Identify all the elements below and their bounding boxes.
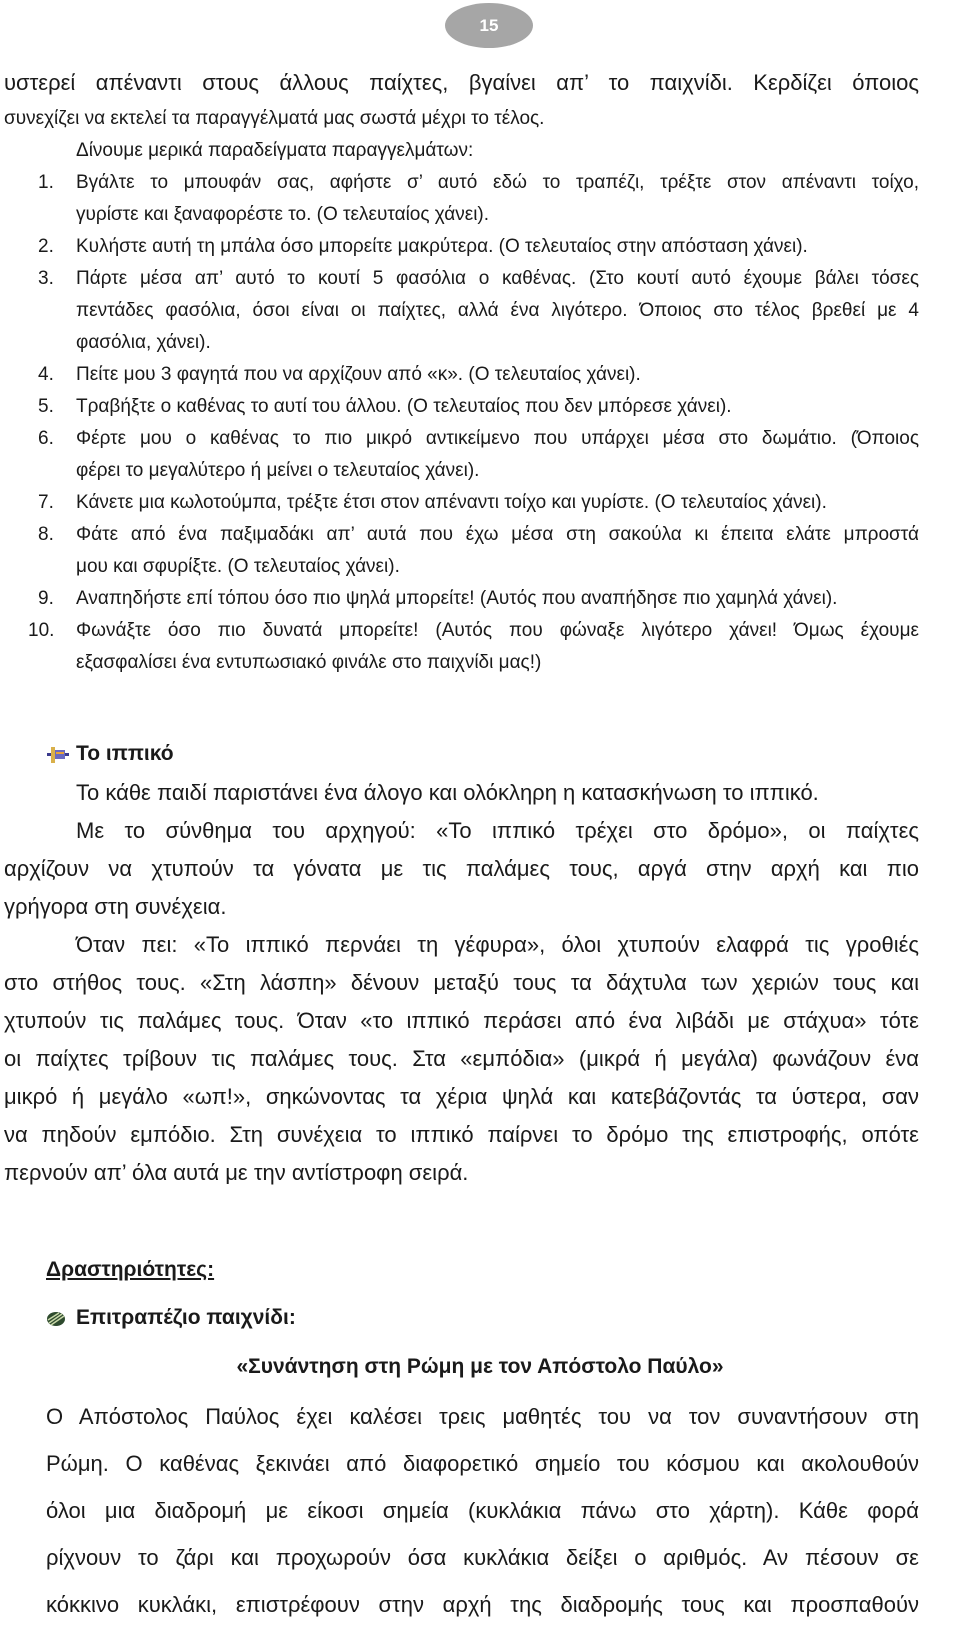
list-item-line: Φάτε από ένα παξιμαδάκι απ’ αυτά που έχω μέσα στη σακούλα κι έπειτα ελάτε μπροστά [76, 524, 919, 545]
list-item-line: Βγάλτε το μπουφάν σας, αφήστε σ’ αυτό εδώ το τραπέζι, τρέξτε στον απέναντι τοίχο, [76, 172, 919, 193]
cavalry-para-3-line: μικρό ή μεγάλο «ωπ!», σηκώνοντας τα χέρια ψηλά και κατεβάζοντάς τα ύστερα, σαν [4, 1084, 919, 1109]
page-number-badge [445, 3, 533, 48]
activities-heading: Δραστηριότητες: [46, 1258, 215, 1281]
game-para-line: κόκκινο κυκλάκι, επιστρέφουν στην αρχή της διαδρομής τους και προσπαθούν [46, 1592, 919, 1617]
list-item-line: Κυλήστε αυτή τη μπάλα όσο μπορείτε μακρύτερα. (Ο τελευταίος στην απόσταση χάνει). [76, 236, 808, 257]
list-item-line: φέρει το μεγαλύτερο ή μείνει ο τελευταίος χάνει). [76, 460, 480, 481]
list-item-line: πεντάδες φασόλια, όσοι είναι οι παίχτες, αλλά ένα λιγότερο. Όποιος στο τέλος βρεθεί με 4 [76, 300, 919, 321]
list-item-line: Πάρτε μέσα απ’ αυτό το κουτί 5 φασόλια ο καθένας. (Στο κουτί αυτό έχουμε βάλει τόσες [76, 268, 919, 289]
list-item-line: φασόλια, χάνει). [76, 332, 211, 353]
cavalry-para-3-line: να πηδούν εμπόδιο. Στη συνέχεια το ιππικό παίρνει το δρόμο της επιστροφής, οπότε [4, 1122, 919, 1147]
list-item-number: 10. [28, 620, 55, 641]
game-para-line: ρίχνουν το ζάρι και προχωρούν όσα κυκλάκια δείξει ο αριθμός. Αν πέσουν σε [46, 1545, 919, 1570]
disc-bullet-icon [46, 1310, 66, 1333]
list-item-number: 1. [38, 172, 54, 193]
list-item-number: 7. [38, 492, 54, 513]
cavalry-para-1: Το κάθε παιδί παριστάνει ένα άλογο και ολόκληρη η κατασκήνωση το ιππικό. [76, 780, 819, 805]
cavalry-para-2-line: Με το σύνθημα του αρχηγού: «Το ιππικό τρέχει στο δρόμο», οι παίχτες [76, 818, 919, 843]
cavalry-para-2-line: γρήγορα στη συνέχεια. [4, 894, 227, 919]
list-item-line: εξασφαλίσει ένα εντυπωσιακό φινάλε στο παιχνίδι μας!) [76, 652, 542, 673]
cavalry-para-3-line: περνούν απ’ όλα αυτά με την αντίστροφη σειρά. [4, 1160, 469, 1185]
pushpin-bullet-icon [46, 745, 70, 770]
list-item-number: 6. [38, 428, 54, 449]
page-number: 15 [479, 15, 499, 35]
list-item-number: 5. [38, 396, 54, 417]
intro-line-1: υστερεί απέναντι στους άλλους παίχτες, βγαίνει απ’ το παιχνίδι. Κερδίζει όποιος [4, 70, 919, 95]
intro-line-3: Δίνουμε μερικά παραδείγματα παραγγελμάτων: [76, 140, 474, 161]
cavalry-para-2-line: αρχίζουν να χτυπούν τα γόνατα με τις παλάμες τους, αργά στην αρχή και πιο [4, 856, 919, 881]
list-item-line: Φωνάξτε όσο πιο δυνατά μπορείτε! (Αυτός που φώναξε λιγότερο χάνει! Όμως έχουμε [76, 620, 919, 641]
list-item-number: 8. [38, 524, 54, 545]
list-item-line: μου και σφυρίξτε. (Ο τελευταίος χάνει). [76, 556, 400, 577]
list-item-line: Φέρτε μου ο καθένας το πιο μικρό αντικείμενο που υπάρχει μέσα στο δωμάτιο. (Όποιος [76, 428, 919, 449]
list-item-number: 9. [38, 588, 54, 609]
intro-line-2: συνεχίζει να εκτελεί τα παραγγέλματά μας σωστά μέχρι το τέλος. [4, 108, 545, 129]
list-item-number: 4. [38, 364, 54, 385]
cavalry-heading: Το ιππικό [76, 742, 174, 765]
board-game-subheading: Επιτραπέζιο παιχνίδι: [76, 1306, 296, 1329]
list-item-line: Κάνετε μια κωλοτούμπα, τρέξτε έτσι στον απέναντι τοίχο και γυρίστε. (Ο τελευταίος χάνει). [76, 492, 827, 513]
cavalry-para-3-line: στο στήθος τους. «Στη λάσπη» δένουν μεταξύ τους τα δάχτυλα των χεριών τους και [4, 970, 919, 995]
list-item-number: 2. [38, 236, 54, 257]
game-title: «Συνάντηση στη Ρώμη με τον Απόστολο Παύλο» [236, 1355, 724, 1378]
game-para-line: όλοι μια διαδρομή με είκοσι σημεία (κυκλάκια πάνω στο χάρτη). Κάθε φορά [46, 1498, 919, 1523]
cavalry-para-3-line: οι παίχτες τρίβουν τις παλάμες τους. Στα «εμπόδια» (μικρά ή μεγάλα) φωνάζουν ένα [4, 1046, 919, 1071]
game-para-line: Ρώμη. Ο καθένας ξεκινάει από διαφορετικό σημείο του κόσμου και ακολουθούν [46, 1451, 919, 1476]
list-item-line: γυρίστε και ξαναφορέστε το. (Ο τελευταίος χάνει). [76, 204, 490, 225]
game-para-line: Ο Απόστολος Παύλος έχει καλέσει τρεις μαθητές του να τον συναντήσουν στη [46, 1404, 919, 1429]
list-item-line: Πείτε μου 3 φαγητά που να αρχίζουν από «κ». (Ο τελευταίος χάνει). [76, 364, 641, 385]
cavalry-para-3-line: Όταν πει: «Το ιππικό περνάει τη γέφυρα», όλοι χτυπούν ελαφρά τις γροθιές [76, 932, 919, 957]
list-item-line: Αναπηδήστε επί τόπου όσο πιο ψηλά μπορείτε! (Αυτός που αναπήδησε πιο χαμηλά χάνει). [76, 588, 838, 609]
list-item-line: Τραβήξτε ο καθένας το αυτί του άλλου. (Ο τελευταίος που δεν μπόρεσε χάνει). [76, 396, 732, 417]
cavalry-para-3-line: χτυπούν τις παλάμες τους. Όταν «το ιππικό περάσει από ένα λιβάδι με στάχυα» τότε [4, 1008, 919, 1033]
list-item-number: 3. [38, 268, 54, 289]
